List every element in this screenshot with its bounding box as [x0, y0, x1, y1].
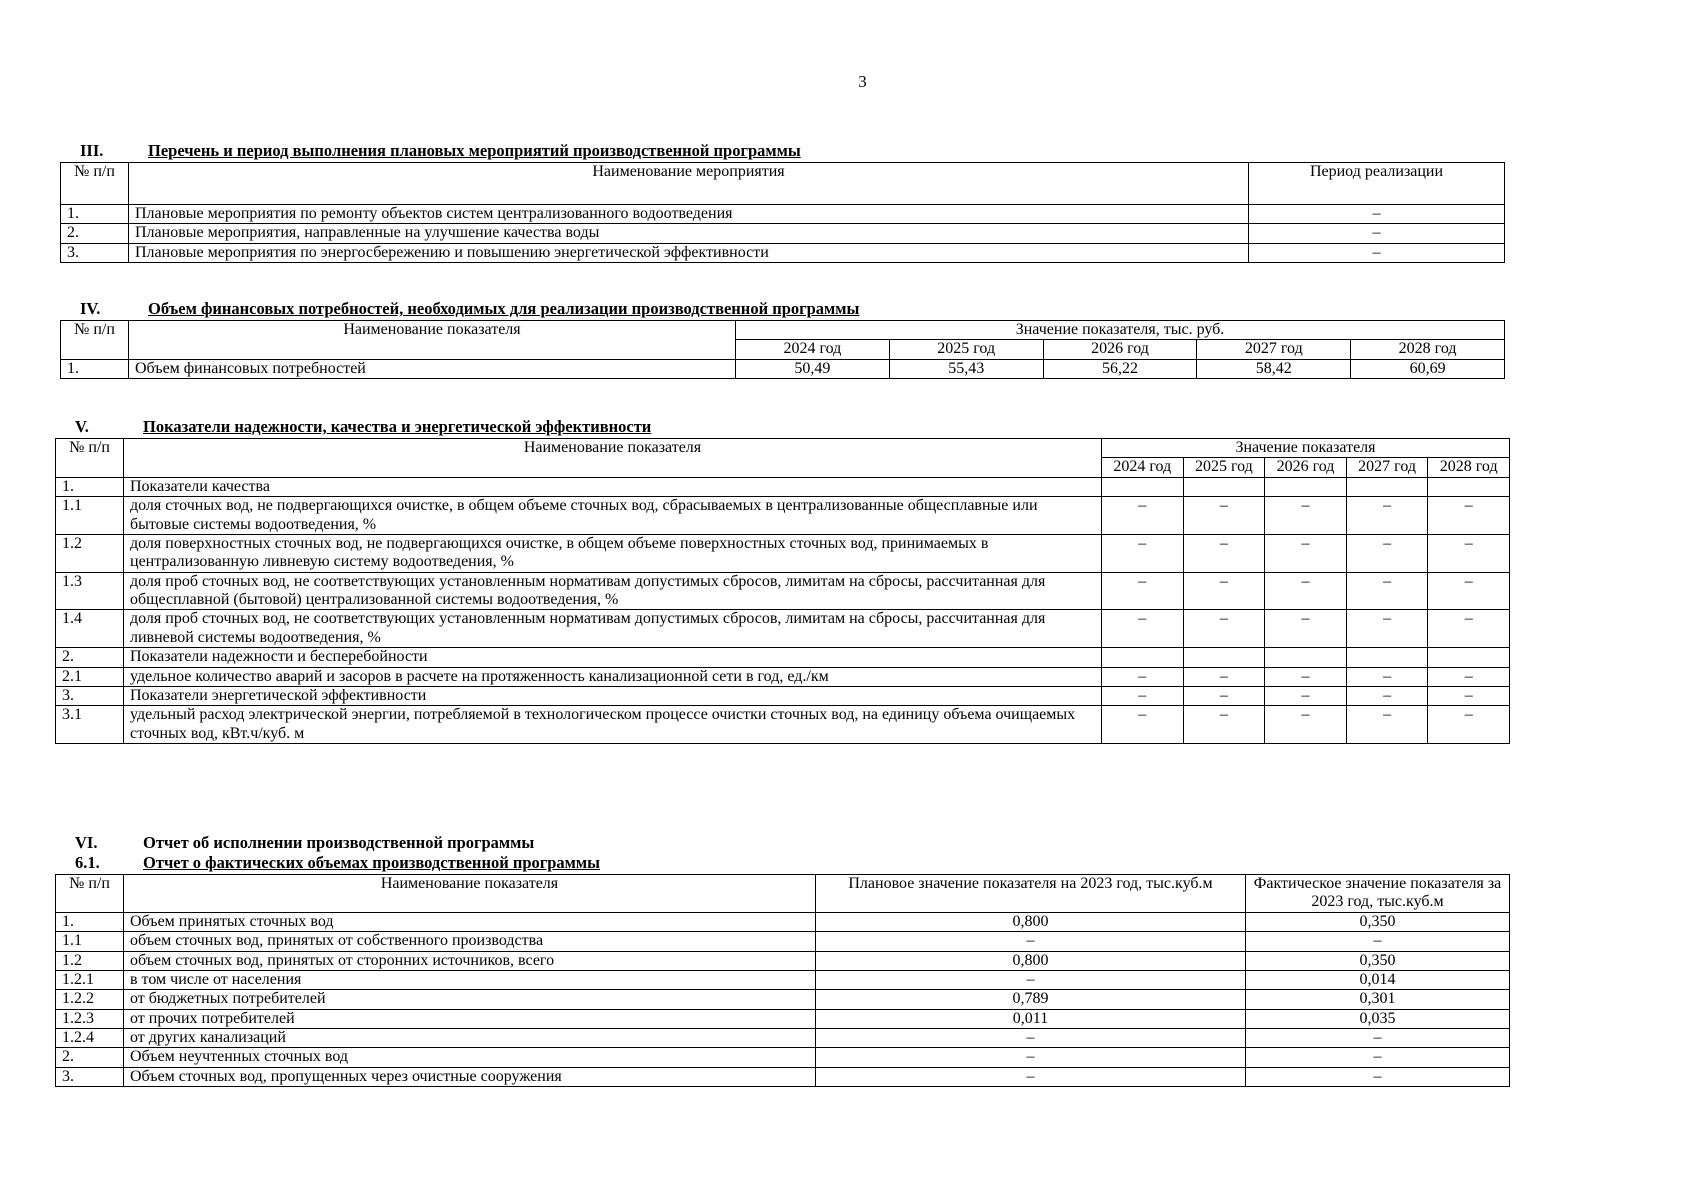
section-6 [55, 834, 1510, 1087]
row-value: – [1346, 687, 1428, 706]
row-value: 60,69 [1351, 359, 1505, 378]
row-num: 1.1 [56, 497, 124, 535]
header-num: № п/п [56, 874, 124, 912]
table-row [56, 912, 1510, 931]
header-year: 2025 год [1183, 458, 1265, 477]
header-name: Наименование показателя [124, 874, 816, 912]
row-value: – [1346, 572, 1428, 610]
row-plan: 0,011 [816, 1009, 1246, 1028]
row-value [1265, 648, 1347, 667]
row-name: Объем неучтенных сточных вод [124, 1048, 816, 1067]
table-row [56, 667, 1510, 686]
row-plan: 0,789 [816, 990, 1246, 1009]
row-plan: – [816, 1067, 1246, 1086]
row-name: объем сточных вод, принятых от сторонних источников, всего [124, 951, 816, 970]
row-name: доля сточных вод, не подвергающихся очистке, в общем объеме сточных вод, сбрасываемых в централизованные общесплавные или бытовые системы водоотведения, % [124, 497, 1102, 535]
row-plan: – [816, 970, 1246, 989]
table-row [56, 534, 1510, 572]
section-6-title [55, 834, 1510, 853]
row-period: – [1249, 243, 1505, 262]
table-row [56, 932, 1510, 951]
row-value: – [1183, 687, 1265, 706]
row-value: – [1265, 706, 1347, 744]
row-num: 1. [56, 477, 124, 496]
table-row [61, 224, 1505, 243]
row-value: – [1428, 667, 1510, 686]
row-value: – [1102, 667, 1184, 686]
table-row [56, 1048, 1510, 1067]
header-fact: Фактическое значение показателя за 2023 год, тыс.куб.м [1246, 874, 1510, 912]
section-6-1-number: 6.1. [75, 852, 100, 872]
row-num: 1.2.2 [56, 990, 124, 1009]
row-num: 1.3 [56, 572, 124, 610]
row-value: 58,42 [1197, 359, 1351, 378]
row-value [1183, 648, 1265, 667]
section-5-table [55, 438, 1510, 744]
row-name: Объем сточных вод, пропущенных через очистные сооружения [124, 1067, 816, 1086]
row-num: 2. [56, 1048, 124, 1067]
row-fact: 0,014 [1246, 970, 1510, 989]
header-year: 2028 год [1351, 340, 1505, 359]
header-year: 2024 год [736, 340, 890, 359]
section-5-number: V. [75, 417, 89, 436]
row-value: – [1428, 572, 1510, 610]
row-value: – [1265, 572, 1347, 610]
row-value: – [1346, 667, 1428, 686]
row-value: – [1102, 706, 1184, 744]
row-name: удельный расход электрической энергии, потребляемой в технологическом процессе очистки сточных вод, на единицу объема очищаемых сточных вод, кВт.ч/куб. м [124, 706, 1102, 744]
section-5 [55, 418, 1510, 744]
row-name: Показатели надежности и бесперебойности [124, 648, 1102, 667]
row-num: 1.4 [56, 610, 124, 648]
row-num: 1.2 [56, 951, 124, 970]
table-row [56, 951, 1510, 970]
row-name: Плановые мероприятия по энергосбережению и повышению энергетической эффективности [129, 243, 1249, 262]
row-num: 1.2.1 [56, 970, 124, 989]
row-name: Показатели энергетической эффективности [124, 687, 1102, 706]
row-name: доля поверхностных сточных вод, не подвергающихся очистке, в общем объеме поверхностных сточных вод, принимаемых в централизованную ливневую систему водоотведения, % [124, 534, 1102, 572]
row-value: 50,49 [736, 359, 890, 378]
row-name: от других канализаций [124, 1029, 816, 1048]
row-name: объем сточных вод, принятых от собственного производства [124, 932, 816, 951]
row-name: Плановые мероприятия, направленные на улучшение качества воды [129, 224, 1249, 243]
header-num: № п/п [56, 438, 124, 477]
row-name: от прочих потребителей [124, 1009, 816, 1028]
section-4-number: IV. [80, 299, 101, 318]
section-6-heading: Отчет об исполнении производственной программы [143, 833, 535, 852]
row-value: – [1346, 706, 1428, 744]
row-value: 55,43 [889, 359, 1043, 378]
row-value [1265, 477, 1347, 496]
row-value: – [1102, 572, 1184, 610]
header-year: 2027 год [1197, 340, 1351, 359]
table-row [56, 1009, 1510, 1028]
header-year: 2027 год [1346, 458, 1428, 477]
row-num: 1.2 [56, 534, 124, 572]
header-num: № п/п [61, 162, 129, 204]
row-value: – [1428, 497, 1510, 535]
row-value [1102, 477, 1184, 496]
row-value: 56,22 [1043, 359, 1197, 378]
row-value: – [1183, 706, 1265, 744]
row-num: 2. [56, 648, 124, 667]
table-row [56, 687, 1510, 706]
row-value: – [1102, 687, 1184, 706]
row-value [1346, 477, 1428, 496]
row-fact: 0,350 [1246, 912, 1510, 931]
row-value: – [1183, 610, 1265, 648]
section-3-number: III. [80, 141, 104, 160]
table-row [56, 572, 1510, 610]
row-value: – [1428, 610, 1510, 648]
row-value: – [1265, 610, 1347, 648]
row-name: удельное количество аварий и засоров в расчете на протяженность канализационной сети в год, ед./км [124, 667, 1102, 686]
row-plan: 0,800 [816, 912, 1246, 931]
row-value: – [1265, 534, 1347, 572]
section-3-title [60, 142, 1505, 161]
row-num: 1.1 [56, 932, 124, 951]
row-name: от бюджетных потребителей [124, 990, 816, 1009]
section-3-table [60, 162, 1505, 263]
section-3-heading: Перечень и период выполнения плановых мероприятий производственной программы [148, 141, 801, 160]
header-plan: Плановое значение показателя на 2023 год, тыс.куб.м [816, 874, 1246, 912]
row-plan: 0,800 [816, 951, 1246, 970]
row-value: – [1428, 534, 1510, 572]
row-fact: – [1246, 1067, 1510, 1086]
row-plan: – [816, 1029, 1246, 1048]
table-row [56, 1029, 1510, 1048]
header-value: Значение показателя [1102, 438, 1510, 457]
row-num: 3. [61, 243, 129, 262]
row-value [1183, 477, 1265, 496]
row-fact: – [1246, 1048, 1510, 1067]
table-row [61, 243, 1505, 262]
table-row [56, 706, 1510, 744]
row-fact: 0,350 [1246, 951, 1510, 970]
section-4-title [60, 300, 1505, 319]
row-value: – [1102, 610, 1184, 648]
section-4 [60, 300, 1505, 379]
row-name: Плановые мероприятия по ремонту объектов систем централизованного водоотведения [129, 204, 1249, 223]
row-num: 1. [61, 204, 129, 223]
table-row [61, 204, 1505, 223]
section-5-heading: Показатели надежности, качества и энергетической эффективности [143, 417, 652, 436]
section-6-table [55, 874, 1510, 1087]
header-year: 2025 год [889, 340, 1043, 359]
row-num: 2. [61, 224, 129, 243]
header-year: 2024 год [1102, 458, 1184, 477]
row-value: – [1428, 687, 1510, 706]
row-period: – [1249, 204, 1505, 223]
header-period: Период реализации [1249, 162, 1505, 204]
table-row [56, 610, 1510, 648]
row-name: Объем принятых сточных вод [124, 912, 816, 931]
row-num: 3. [56, 1067, 124, 1086]
row-value: – [1265, 667, 1347, 686]
table-row [61, 359, 1505, 378]
row-value: – [1265, 497, 1347, 535]
row-value: – [1183, 572, 1265, 610]
row-name: Показатели качества [124, 477, 1102, 496]
section-6-1-heading: Отчет о фактических объемах производственной программы [143, 852, 601, 872]
header-num: № п/п [61, 320, 129, 359]
row-name: в том числе от населения [124, 970, 816, 989]
row-name: доля проб сточных вод, не соответствующих установленным нормативам допустимых сбросов, лимитам на сбросы, рассчитанная для общесплавной (бытовой) централизованной системы водоотведения, % [124, 572, 1102, 610]
table-row [56, 648, 1510, 667]
row-fact: 0,035 [1246, 1009, 1510, 1028]
section-5-title [55, 418, 1510, 437]
header-year: 2026 год [1265, 458, 1347, 477]
section-4-heading: Объем финансовых потребностей, необходимых для реализации производственной программы [148, 299, 860, 318]
section-4-table [60, 320, 1505, 379]
row-value: – [1265, 687, 1347, 706]
row-num: 1.2.4 [56, 1029, 124, 1048]
row-fact: – [1246, 932, 1510, 951]
row-value: – [1346, 534, 1428, 572]
header-name: Наименование показателя [124, 438, 1102, 477]
row-value [1346, 648, 1428, 667]
section-6-1-title [55, 854, 1510, 873]
row-value: – [1346, 610, 1428, 648]
table-row [56, 477, 1510, 496]
row-plan: – [816, 932, 1246, 951]
row-value: – [1183, 497, 1265, 535]
row-num: 1.2.3 [56, 1009, 124, 1028]
row-num: 1. [56, 912, 124, 931]
row-fact: 0,301 [1246, 990, 1510, 1009]
row-num: 3.1 [56, 706, 124, 744]
section-3 [60, 142, 1505, 263]
row-num: 1. [61, 359, 129, 378]
row-value [1428, 477, 1510, 496]
header-year: 2028 год [1428, 458, 1510, 477]
header-year: 2026 год [1043, 340, 1197, 359]
table-row [56, 1067, 1510, 1086]
row-num: 3. [56, 687, 124, 706]
row-plan: – [816, 1048, 1246, 1067]
row-value: – [1102, 534, 1184, 572]
row-value: – [1346, 497, 1428, 535]
table-row [56, 990, 1510, 1009]
row-value [1102, 648, 1184, 667]
row-fact: – [1246, 1029, 1510, 1048]
section-6-number: VI. [75, 833, 98, 852]
header-name: Наименование показателя [129, 320, 736, 359]
row-value: – [1102, 497, 1184, 535]
row-num: 2.1 [56, 667, 124, 686]
page-number: 3 [858, 72, 867, 91]
row-value: – [1428, 706, 1510, 744]
row-name: доля проб сточных вод, не соответствующих установленным нормативам допустимых сбросов, лимитам на сбросы, рассчитанная для ливневой системы водоотведения, % [124, 610, 1102, 648]
header-value: Значение показателя, тыс. руб. [736, 320, 1505, 339]
row-value [1428, 648, 1510, 667]
table-row [56, 497, 1510, 535]
row-name: Объем финансовых потребностей [129, 359, 736, 378]
row-value: – [1183, 534, 1265, 572]
row-period: – [1249, 224, 1505, 243]
table-row [56, 970, 1510, 989]
row-value: – [1183, 667, 1265, 686]
header-name: Наименование мероприятия [129, 162, 1249, 204]
